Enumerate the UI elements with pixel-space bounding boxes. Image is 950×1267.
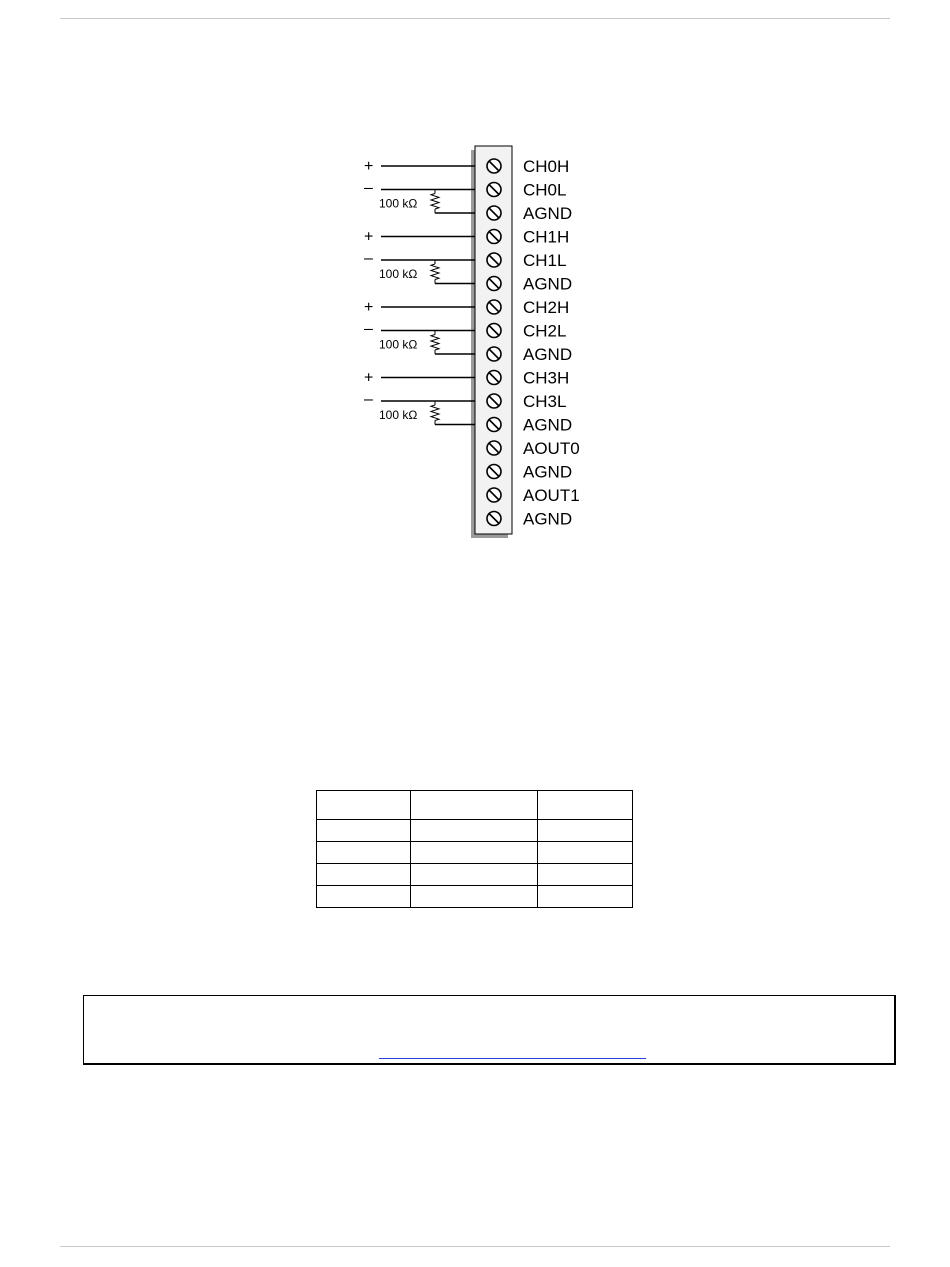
table-cell bbox=[538, 886, 633, 908]
terminal-wiring-diagram bbox=[355, 140, 605, 542]
terminal-label-agnd: AGND bbox=[523, 274, 573, 294]
plus-sign: + bbox=[364, 369, 374, 387]
table-cell bbox=[538, 842, 633, 864]
plus-sign: + bbox=[364, 158, 374, 175]
table-cell bbox=[411, 791, 538, 820]
table-cell bbox=[538, 864, 633, 886]
table-row bbox=[317, 791, 633, 820]
table-cell bbox=[411, 864, 538, 886]
table-cell bbox=[538, 820, 633, 842]
footer-rule bbox=[60, 1246, 890, 1247]
terminal-label-agnd: AGND bbox=[523, 345, 573, 364]
table-cell bbox=[317, 820, 411, 842]
terminal-label-ch2l: CH2L bbox=[523, 321, 567, 341]
resistor-icon bbox=[431, 335, 439, 351]
range-table bbox=[316, 790, 633, 908]
minus-sign: – bbox=[364, 391, 373, 408]
table-cell bbox=[538, 791, 633, 820]
resistor-icon bbox=[431, 194, 439, 210]
header-rule bbox=[60, 18, 890, 19]
table-cell bbox=[317, 864, 411, 886]
terminal-label-agnd: AGND bbox=[523, 509, 573, 529]
terminal-label-ch0h: CH0H bbox=[523, 157, 570, 176]
minus-sign: – bbox=[364, 250, 373, 267]
terminal-label-agnd: AGND bbox=[523, 415, 573, 435]
plus-sign: + bbox=[364, 228, 374, 246]
table-row bbox=[317, 842, 633, 864]
plus-sign: + bbox=[364, 299, 374, 316]
minus-sign: – bbox=[364, 179, 373, 197]
table-cell bbox=[317, 842, 411, 864]
table-row bbox=[317, 820, 633, 842]
resistor-label: 100 kΩ bbox=[379, 267, 418, 281]
terminal-label-ch1h: CH1H bbox=[523, 227, 570, 247]
table-row bbox=[317, 864, 633, 886]
terminal-label-ch3l: CH3L bbox=[523, 392, 567, 411]
minus-sign: – bbox=[364, 320, 373, 338]
resistor-label: 100 kΩ bbox=[379, 408, 418, 422]
table-cell bbox=[411, 820, 538, 842]
note-box bbox=[83, 995, 896, 1065]
table-row bbox=[317, 886, 633, 908]
resistor-label: 100 kΩ bbox=[379, 196, 418, 211]
terminal-label-aout1: AOUT1 bbox=[523, 486, 580, 505]
resistor-label: 100 kΩ bbox=[379, 337, 418, 352]
table-cell bbox=[411, 886, 538, 908]
table-cell bbox=[317, 791, 411, 820]
resistor-icon bbox=[431, 264, 439, 280]
table-cell bbox=[411, 842, 538, 864]
terminal-label-agnd: AGND bbox=[523, 204, 573, 223]
terminal-label-ch2h: CH2H bbox=[523, 298, 570, 317]
terminal-label-ch3h: CH3H bbox=[523, 368, 570, 388]
terminal-label-ch0l: CH0L bbox=[523, 180, 567, 200]
resistor-icon bbox=[431, 405, 439, 421]
note-link[interactable] bbox=[379, 1058, 646, 1059]
terminal-label-aout0: AOUT0 bbox=[523, 439, 580, 458]
terminal-label-agnd: AGND bbox=[523, 462, 573, 482]
terminal-label-ch1l: CH1L bbox=[523, 251, 567, 270]
table-cell bbox=[317, 886, 411, 908]
